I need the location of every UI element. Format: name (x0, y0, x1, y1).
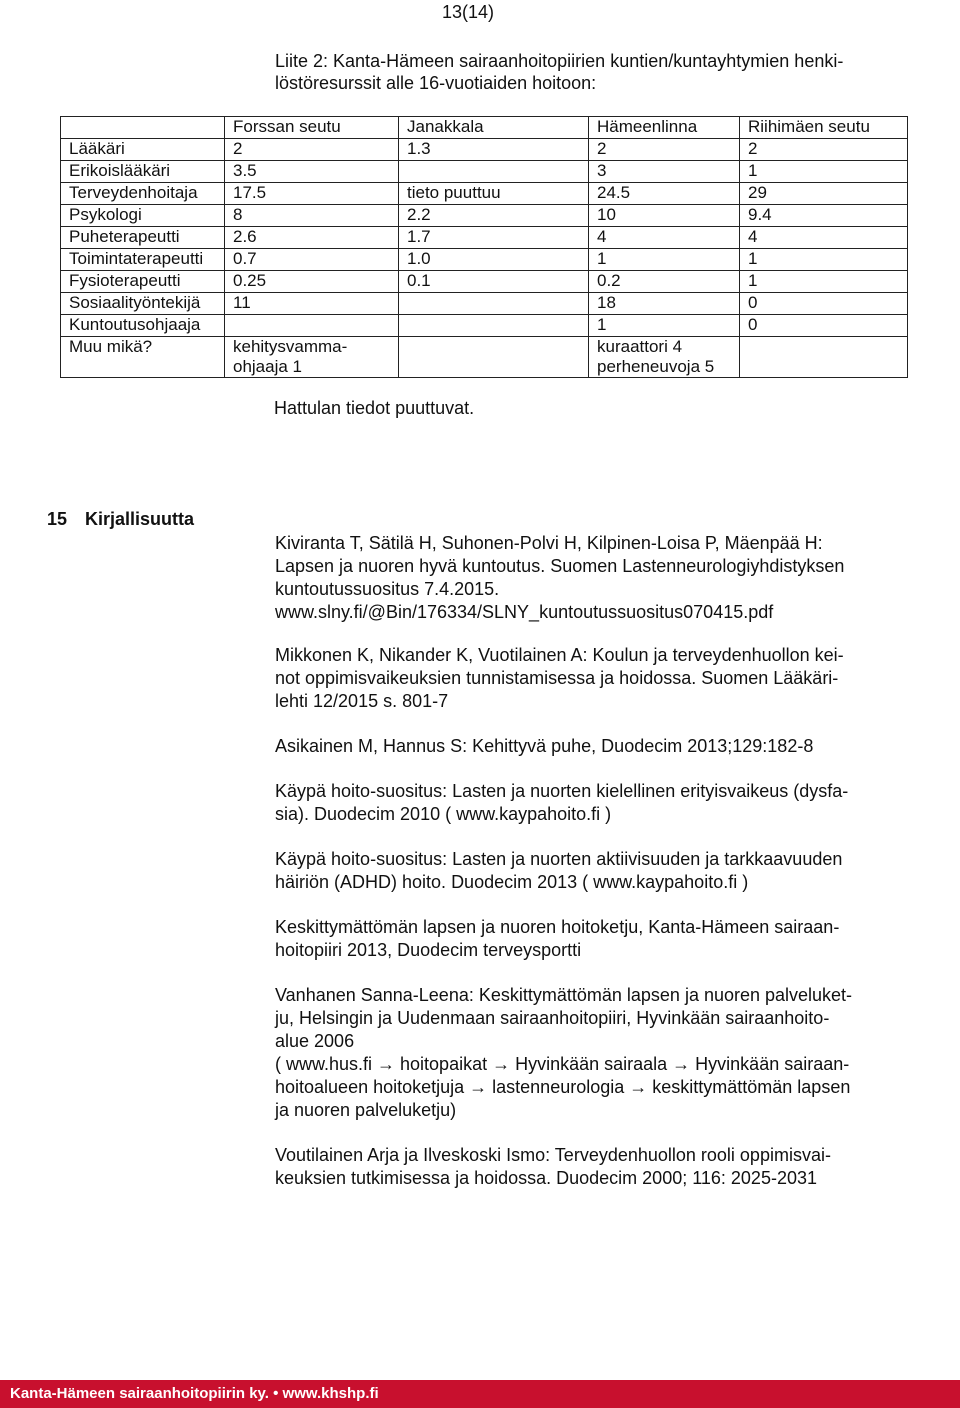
table-cell: 2 (740, 139, 908, 161)
row-label: Muu mikä? (61, 337, 225, 378)
reference-line: Kiviranta T, Sätilä H, Suhonen-Polvi H, Kilpinen-Loisa P, Mäenpää H: (275, 533, 823, 553)
attachment-title (275, 50, 915, 94)
table-cell: 1 (740, 271, 908, 293)
table-cell: 2.2 (399, 205, 589, 227)
reference-line: ja nuoren palveluketju) (275, 1100, 457, 1120)
row-label: Lääkäri (61, 139, 225, 161)
reference-line: alue 2006 (275, 1031, 355, 1051)
table-cell: 1.7 (399, 227, 589, 249)
reference-line: häiriön (ADHD) hoito. Duodecim 2013 ( www.kaypahoito.fi ) (275, 872, 749, 892)
reference-line: Käypä hoito-suositus: Lasten ja nuorten kielellinen erityisvaikeus (dysfa- (275, 781, 849, 801)
table-cell: 0 (740, 315, 908, 337)
reference-item (275, 532, 915, 624)
table-cell: 3.5 (225, 161, 399, 183)
row-label: Sosiaalityöntekijä (61, 293, 225, 315)
table-cell: 24.5 (589, 183, 740, 205)
reference-line: keuksien tutkimisessa ja hoidossa. Duodecim 2000; 116: 2025-2031 (275, 1168, 817, 1188)
row-label: Kuntoutusohjaaja (61, 315, 225, 337)
cell-line: kehitysvamma- (233, 337, 348, 356)
reference-item (275, 848, 915, 894)
cell-line: ohjaaja 1 (233, 357, 303, 376)
table-cell: 18 (589, 293, 740, 315)
reference-item (275, 1144, 915, 1190)
table-cell: tieto puuttuu (399, 183, 589, 205)
table-row (61, 139, 908, 161)
header-cell: Riihimäen seutu (740, 117, 908, 139)
cell-line: kuraattori 4 (597, 337, 683, 356)
table-cell: 1.0 (399, 249, 589, 271)
table-row (61, 315, 908, 337)
reference-line: hoitopiiri 2013, Duodecim terveysportti (275, 940, 582, 960)
table-cell: 11 (225, 293, 399, 315)
table-cell: 0.25 (225, 271, 399, 293)
section-title: Kirjallisuutta (85, 509, 195, 529)
table-cell: 29 (740, 183, 908, 205)
reference-line: www.slny.fi/@Bin/176334/SLNY_kuntoutussuositus070415.pdf (275, 602, 774, 622)
reference-item (275, 984, 915, 1122)
staff-resources-table (60, 116, 908, 378)
header-cell: Janakkala (399, 117, 589, 139)
table-cell: 0.7 (225, 249, 399, 271)
header-cell (61, 117, 225, 139)
footer-text: Kanta-Hämeen sairaanhoitopiirin ky. • www.khshp.fi (10, 1385, 379, 1402)
footer-banner (0, 1380, 960, 1408)
row-label: Psykologi (61, 205, 225, 227)
table-cell: 1 (589, 249, 740, 271)
table-row (61, 293, 908, 315)
missing-data-note: Hattulan tiedot puuttuvat. (274, 398, 475, 418)
table-row (61, 161, 908, 183)
reference-line: Asikainen M, Hannus S: Kehittyvä puhe, Duodecim 2013;129:182-8 (275, 736, 814, 756)
page-number: 13(14) (442, 2, 495, 22)
row-label: Erikoislääkäri (61, 161, 225, 183)
reference-line: kuntoutussuositus 7.4.2015. (275, 579, 500, 599)
reference-line: hoitoalueen hoitoketjuja → lastenneurologia → keskittymättömän lapsen (275, 1077, 851, 1097)
table-cell (589, 337, 740, 378)
row-label: Fysioterapeutti (61, 271, 225, 293)
reference-line: Mikkonen K, Nikander K, Vuotilainen A: Koulun ja terveydenhuollon kei- (275, 645, 844, 665)
table-cell: 0 (740, 293, 908, 315)
reference-line: not oppimisvaikeuksien tunnistamisessa ja hoidossa. Suomen Lääkäri- (275, 668, 839, 688)
table-row (61, 183, 908, 205)
cell-line: perheneuvoja 5 (597, 357, 715, 376)
header-cell: Forssan seutu (225, 117, 399, 139)
table-cell (399, 337, 589, 378)
section-number: 15 (47, 509, 68, 529)
reference-list (275, 532, 915, 1212)
reference-line: Vanhanen Sanna-Leena: Keskittymättömän lapsen ja nuoren palveluket- (275, 985, 853, 1005)
row-label: Toimintaterapeutti (61, 249, 225, 271)
table-cell (225, 337, 399, 378)
reference-item (275, 780, 915, 826)
reference-item (275, 916, 915, 962)
reference-line: ju, Helsingin ja Uudenmaan sairaanhoitopiiri, Hyvinkään sairaanhoito- (275, 1008, 830, 1028)
reference-line: sia). Duodecim 2010 ( www.kaypahoito.fi ) (275, 804, 612, 824)
table-cell (225, 315, 399, 337)
section-heading (47, 509, 194, 530)
table-cell (399, 293, 589, 315)
table-row (61, 205, 908, 227)
table-cell: 10 (589, 205, 740, 227)
reference-item (275, 644, 915, 713)
table-cell: 1 (740, 161, 908, 183)
table-cell (740, 337, 908, 378)
table-cell: 0.2 (589, 271, 740, 293)
reference-item (275, 735, 915, 758)
table-cell: 2.6 (225, 227, 399, 249)
header-cell: Hämeenlinna (589, 117, 740, 139)
table-header-row (61, 117, 908, 139)
reference-line: Lapsen ja nuoren hyvä kuntoutus. Suomen Lastenneurologiyhdistyksen (275, 556, 845, 576)
attachment-title-line: Liite 2: Kanta-Hämeen sairaanhoitopiirien kuntien/kuntayhtymien henki- (275, 51, 844, 71)
row-label: Terveydenhoitaja (61, 183, 225, 205)
table-cell: 4 (740, 227, 908, 249)
table-cell (399, 161, 589, 183)
reference-line: Keskittymättömän lapsen ja nuoren hoitoketju, Kanta-Hämeen sairaan- (275, 917, 840, 937)
table-cell: 8 (225, 205, 399, 227)
table-cell: 17.5 (225, 183, 399, 205)
table-cell (399, 315, 589, 337)
table-cell: 4 (589, 227, 740, 249)
reference-line: lehti 12/2015 s. 801-7 (275, 691, 449, 711)
table-cell: 1 (740, 249, 908, 271)
table-row (61, 271, 908, 293)
reference-line: ( www.hus.fi → hoitopaikat → Hyvinkään sairaala → Hyvinkään sairaan- (275, 1054, 850, 1074)
table-cell: 0.1 (399, 271, 589, 293)
table-cell: 3 (589, 161, 740, 183)
reference-line: Käypä hoito-suositus: Lasten ja nuorten aktiivisuuden ja tarkkaavuuden (275, 849, 843, 869)
table-row-other (61, 337, 908, 378)
table-row (61, 227, 908, 249)
row-label: Puheterapeutti (61, 227, 225, 249)
table-cell: 1.3 (399, 139, 589, 161)
attachment-title-line: löstöresurssit alle 16-vuotiaiden hoitoon: (275, 73, 597, 93)
table-cell: 9.4 (740, 205, 908, 227)
reference-line: Voutilainen Arja ja Ilveskoski Ismo: Terveydenhuollon rooli oppimisvai- (275, 1145, 831, 1165)
table-cell: 2 (225, 139, 399, 161)
table-row (61, 249, 908, 271)
table-cell: 2 (589, 139, 740, 161)
table-cell: 1 (589, 315, 740, 337)
